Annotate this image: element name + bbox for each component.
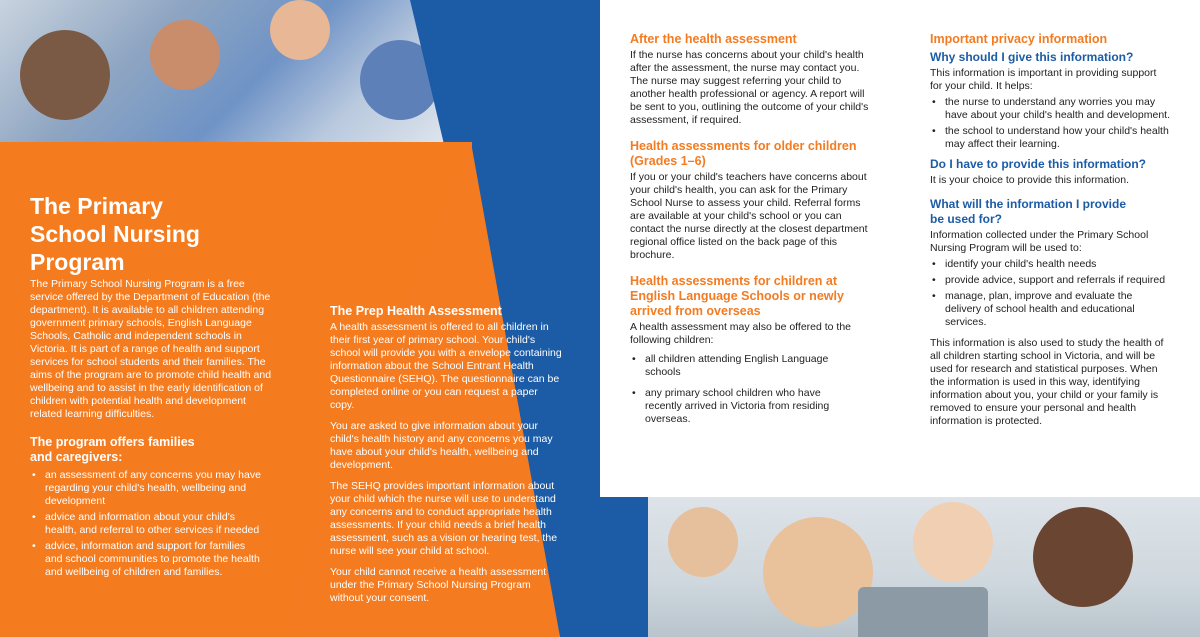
list-item: • provide advice, support and referrals if required [930,274,1170,287]
list-item: • advice and information about your child's health, and referral to other services if needed [30,511,265,537]
use-list [930,258,1170,329]
intro-text: The Primary School Nursing Program is a free service offered by the Department of Education (the department). It is available to all children attending government primary schools, English Language Schools, Catholic and independent schools in Victoria. It is part of a range of health and support services for school students and their families. The aims of the program are to promote child health and wellbeing and to assist in the early identification of children with potential health and development related learning difficulties. [30,278,272,420]
list-item: • all children attending English Language schools [630,353,855,379]
why-list [930,96,1170,151]
students-tablet-photo [648,497,1200,637]
offers-list [30,469,265,579]
privacy-heading: Important privacy information [930,32,1108,46]
prep-paragraph: Your child cannot receive a health assessment under the Primary School Nursing Program without your consent. [330,566,547,604]
prep-column [330,304,564,605]
prep-heading: The Prep Health Assessment [330,304,502,318]
why-text: This information is important in providing support for your child. It helps: [930,67,1157,92]
must-text: It is your choice to provide this information. [930,174,1130,186]
older-heading: Health assessments for older children (Grades 1–6) [630,139,857,168]
left-column [30,192,275,582]
prep-paragraph: You are asked to give information about your child's health history and any concerns you may have about your child's health, wellbeing and development. [330,420,553,471]
prep-paragraph: The SEHQ provides important information about your child which the nurse will use to understand any concerns and to conduct appropriate health assessments. If your child needs a brief health assessment, such as a vision or hearing test, the nurse will see your child at school. [330,480,558,557]
list-item: • the school to understand how your child's health may affect their learning. [930,125,1170,151]
esl-heading: Health assessments for children at English Language Schools or newly arrived from overseas [630,274,844,318]
esl-list [630,353,855,426]
older-text: If you or your child's teachers have concerns about your child's health, you can ask for the Primary School Nurse to assess your child. Referral forms are available at your child's school or you can contact the nurse directly at the closest department regional office listed on the back page of this brochure. [630,171,868,261]
page-title: The Primary School Nursing Program [30,193,200,275]
after-text: If the nurse has concerns about your child's health after the assessment, the nurse may contact you. The nurse may suggest referring your child to another health professional or agency. A report will be sent to you, outlining the outcome of your child's assessment, if required. [630,49,869,126]
right-column [930,32,1170,428]
list-item: • any primary school children who have recently arrived in Victoria from residing overseas. [630,387,855,426]
prep-paragraph: A health assessment is offered to all children in their first year of primary school. Your child's school will provide you with a envelope containing information about the School Entrant Health Questionnaire (SEHQ). The questionnaire can be completed online or you can request a paper copy. [330,321,562,411]
final-text: This information is also used to study the health of all children starting school in Victoria, and will be used for research and statistical purposes. When the information is used in this way, identifying information about you, your child or your family is removed to ensure your personal and health information is protected. [930,337,1164,427]
list-item: • the nurse to understand any worries you may have about your child's health and development. [930,96,1170,122]
middle-column [630,32,875,429]
why-heading: Why should I give this information? [930,50,1134,64]
after-heading: After the health assessment [630,32,797,46]
offers-heading: The program offers families and caregivers: [30,435,195,464]
list-item: • identify your child's health needs [930,258,1170,271]
list-item: • an assessment of any concerns you may have regarding your child's health, wellbeing and development [30,469,265,508]
use-heading: What will the information I provide be used for? [930,197,1127,226]
student-face-3 [913,502,993,582]
student-face-1 [668,507,738,577]
list-item: • advice, information and support for families and school communities to promote the health and wellbeing of children and families. [30,540,265,579]
student-face-2 [763,517,873,627]
must-heading: Do I have to provide this information? [930,157,1147,171]
use-text: Information collected under the Primary School Nursing Program will be used to: [930,229,1149,254]
tablet [858,587,988,637]
list-item: • manage, plan, improve and evaluate the delivery of school health and educational services. [930,290,1170,329]
student-face-4 [1033,507,1133,607]
esl-text: A health assessment may also be offered to the following children: [630,321,852,346]
